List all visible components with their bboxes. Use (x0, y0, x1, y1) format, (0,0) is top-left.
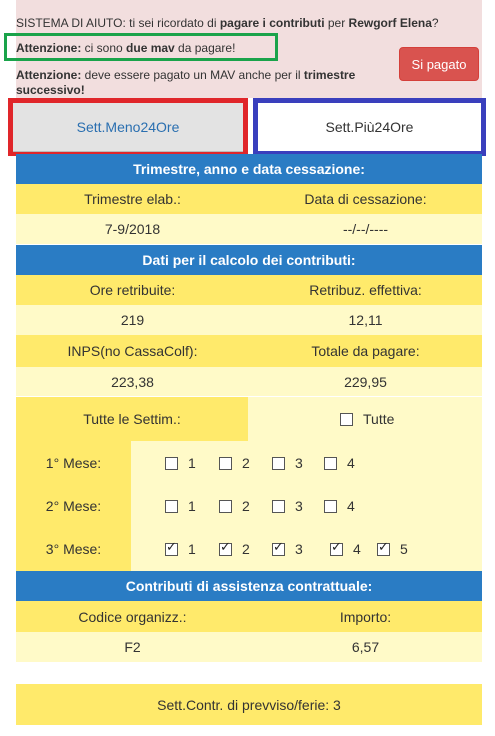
checkbox-box (272, 457, 285, 470)
section-header-trimestre: Trimestre, anno e data cessazione: (16, 154, 482, 184)
tutte-area (248, 397, 482, 441)
reminder-text-part: ? (431, 16, 439, 30)
warning-text-part: ci sono (81, 41, 127, 55)
totale-value: 229,95 (344, 373, 387, 390)
section-header-dati: Dati per il calcolo dei contributi: (16, 245, 482, 275)
checkbox-label: 4 (347, 455, 355, 471)
checkbox-box (272, 500, 285, 513)
importo-label: Importo: (339, 608, 392, 625)
mese-1-week-1-checkbox[interactable] (165, 455, 196, 471)
codice-label: Codice organizz.: (78, 608, 187, 625)
warning-label: Attenzione: (16, 41, 82, 55)
reminder-text-part: per (324, 16, 349, 30)
checkbox-label: 1 (188, 498, 196, 514)
mese-1-week-2-checkbox[interactable] (219, 455, 250, 471)
help-reminder-text (16, 16, 476, 31)
mese-3-week-5-checkbox[interactable] (377, 541, 408, 557)
mese-3-week-4-checkbox[interactable] (330, 541, 361, 557)
cessazione-value: --/--/---- (342, 221, 389, 237)
checkbox-label: 3 (295, 455, 303, 471)
ore-retribuite-value: 219 (120, 312, 145, 328)
mese-2-week-3-checkbox[interactable] (272, 498, 303, 514)
checkbox-box (165, 500, 178, 513)
checkbox-label: 2 (242, 541, 250, 557)
warning-text-part: deve essere pagato un MAV anche per il (81, 68, 304, 82)
mese-3-week-3-checkbox[interactable] (272, 541, 303, 557)
checkbox-label: 1 (188, 455, 196, 471)
reminder-bold-pagare: pagare i contributi (219, 16, 325, 30)
mese-2-label: 2° Mese: (16, 484, 131, 527)
totale-label: Totale da pagare: (311, 343, 420, 359)
weeks-checkbox-area (131, 441, 482, 571)
mese-1-week-3-checkbox[interactable] (272, 455, 303, 471)
dati-values-row (16, 305, 482, 335)
cessazione-label: Data di cessazione: (304, 191, 427, 207)
checkbox-label: 3 (295, 541, 303, 557)
mese-3-week-2-checkbox[interactable] (219, 541, 250, 557)
mese-1-label: 1° Mese: (16, 441, 131, 484)
checkbox-label: 3 (295, 498, 303, 514)
highlight-frame-green (4, 33, 278, 61)
checkbox-box-checked (377, 543, 390, 556)
tab-sett-meno-24-ore[interactable] (8, 98, 248, 156)
section-header-assistenza: Contributi di assistenza contrattuale: (16, 571, 482, 601)
trimestre-values-row (16, 214, 482, 244)
dati-labels-row (16, 275, 482, 305)
mese-3-week-1-checkbox[interactable] (165, 541, 196, 557)
tab-sett-piu-24-ore[interactable]: Sett.Più24Ore (253, 98, 486, 156)
preavviso-ferie-footer: Sett.Contr. di prevviso/ferie: 3 (16, 684, 482, 725)
checkbox-label: 4 (347, 498, 355, 514)
checkbox-box-checked (219, 543, 232, 556)
reminder-text-part: SISTEMA DI AIUTO: ti sei ricordato di (16, 16, 220, 30)
mese-3-label: 3° Mese: (16, 527, 131, 571)
checkbox-box (219, 457, 232, 470)
si-pagato-button[interactable]: Si pagato (399, 47, 479, 81)
trimestre-value: 7-9/2018 (104, 221, 161, 237)
checkbox-label: Tutte (363, 411, 395, 427)
reminder-employee-name: Rewgorf Elena (348, 16, 432, 30)
checkbox-box (324, 457, 337, 470)
warning-label: Attenzione: (16, 68, 82, 82)
trimestre-label: Trimestre elab.: (84, 191, 181, 207)
mese-2-week-2-checkbox[interactable] (219, 498, 250, 514)
retribuzione-label: Retribuz. effettiva: (309, 282, 422, 298)
mese-2-week-1-checkbox[interactable] (165, 498, 196, 514)
checkbox-label: 5 (400, 541, 408, 557)
checkbox-box-checked (330, 543, 343, 556)
assistenza-values-row (16, 632, 482, 662)
codice-value: F2 (124, 639, 141, 655)
tab-label: Sett.Meno24Ore (13, 103, 243, 152)
ore-retribuite-label: Ore retribuite: (89, 282, 176, 298)
inps-label: INPS(no CassaColf): (67, 343, 198, 359)
checkbox-label: 2 (242, 498, 250, 514)
tutte-settimane-label: Tutte le Settim.: (16, 397, 248, 441)
checkbox-box (324, 500, 337, 513)
checkbox-tutte[interactable] (340, 411, 394, 427)
checkbox-box (219, 500, 232, 513)
importo-value: 6,57 (351, 639, 380, 655)
checkbox-box-checked (272, 543, 285, 556)
checkbox-box (340, 413, 353, 426)
inps-values-row (16, 367, 482, 396)
assistenza-labels-row (16, 601, 482, 632)
mese-2-week-4-checkbox[interactable] (324, 498, 355, 514)
checkbox-label: 2 (242, 455, 250, 471)
checkbox-label: 1 (188, 541, 196, 557)
warning-text-part: da pagare! (174, 41, 236, 55)
checkbox-label: 4 (353, 541, 361, 557)
checkbox-box-checked (165, 543, 178, 556)
trimestre-labels-row (16, 184, 482, 214)
warning-bold-quarter: trimestre successivo! (16, 68, 356, 97)
warning-bold-mav: due mav (126, 41, 175, 55)
warning-next-quarter (16, 68, 366, 98)
mese-1-week-4-checkbox[interactable] (324, 455, 355, 471)
checkbox-box (165, 457, 178, 470)
retribuzione-value: 12,11 (348, 312, 383, 328)
inps-labels-row (16, 335, 482, 367)
inps-value: 223,38 (111, 373, 154, 390)
